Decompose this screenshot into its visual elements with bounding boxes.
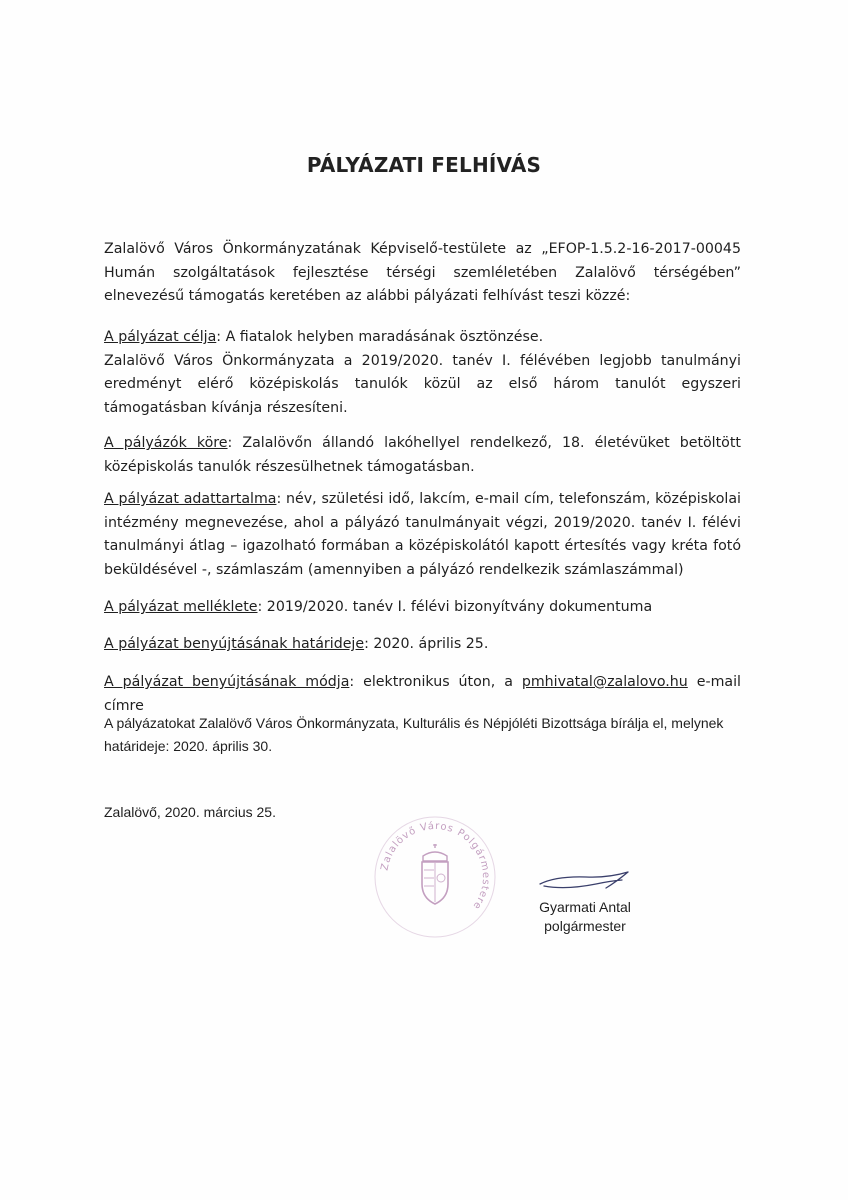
coat-of-arms-icon — [422, 844, 448, 904]
goal-detail: Zalalövő Város Önkormányzata a 2019/2020. tanév I. félévében legjobb tanulmányi eredményt elérő középiskolás tanulók közül az első három tanulót egyszeri támogatásban kívánja részesíteni. — [104, 352, 741, 416]
applicants-text: : Zalalövőn állandó lakóhellyel rendelkező, 18. életévüket betöltött középiskolás tanulók részesülhetnek támogatásban. — [104, 435, 741, 475]
signer-block — [520, 898, 650, 936]
attachment-section — [104, 596, 741, 620]
goal-section — [104, 326, 741, 420]
submission-label: A pályázat benyújtásának módja — [104, 674, 350, 690]
official-stamp — [370, 812, 500, 942]
content-text: : név, születési idő, lakcím, e-mail cím, telefonszám, középiskolai intézmény megnevezése, ahol a pályázó tanulmányait végzi, 2019/2020. tanév I. félévi tanulmányi átlag – igazolható formában a középiskolától kapott értesítés vagy kréta fotó beküldésével -, számlaszám (amennyiben a pályázó rendelkezik számlaszámmal) — [104, 491, 741, 578]
submission-text-before: : elektronikus úton, a — [349, 674, 522, 690]
goal-label: A pályázat célja — [104, 329, 217, 345]
content-label: A pályázat adattartalma — [104, 491, 277, 507]
date-line: Zalalövő, 2020. március 25. — [104, 804, 276, 820]
document-title: PÁLYÁZATI FELHÍVÁS — [306, 153, 542, 177]
deadline-label: A pályázat benyújtásának határideje — [104, 636, 365, 652]
intro-paragraph: Zalalövő Város Önkormányzatának Képviselő-testülete az „EFOP-1.5.2-16-2017-00045 Humán szolgáltatások fejlesztése térségi szemléletében Zalalövő térségében” elnevezésű támogatás keretében az alábbi pályázati felhívást teszi közzé: — [104, 241, 741, 304]
deadline-section — [104, 633, 741, 657]
submission-text-after: e-mail címre — [104, 674, 741, 714]
signer-name: Gyarmati Antal — [539, 899, 631, 915]
content-section — [104, 488, 741, 582]
stamp-text: Zalalövő Város Polgármestere — [379, 820, 492, 912]
attachment-text: : 2019/2020. tanév I. félévi bizonyítvány dokumentuma — [257, 599, 653, 615]
email-link[interactable]: pmhivatal@zalalovo.hu — [521, 674, 688, 690]
attachment-label: A pályázat melléklete — [104, 599, 258, 615]
signer-role: polgármester — [544, 918, 626, 934]
applicants-section — [104, 432, 741, 479]
goal-text: : A fiatalok helyben maradásának ösztönzése. — [216, 329, 544, 345]
submission-section — [104, 671, 741, 718]
evaluation-paragraph: A pályázatokat Zalalövő Város Önkormányzata, Kulturális és Népjóléti Bizottsága bírálja el, melynek határideje: 2020. április 30. — [104, 715, 724, 754]
deadline-text: : 2020. április 25. — [364, 636, 489, 652]
applicants-label: A pályázók köre — [104, 435, 228, 451]
handwritten-signature — [536, 864, 636, 900]
